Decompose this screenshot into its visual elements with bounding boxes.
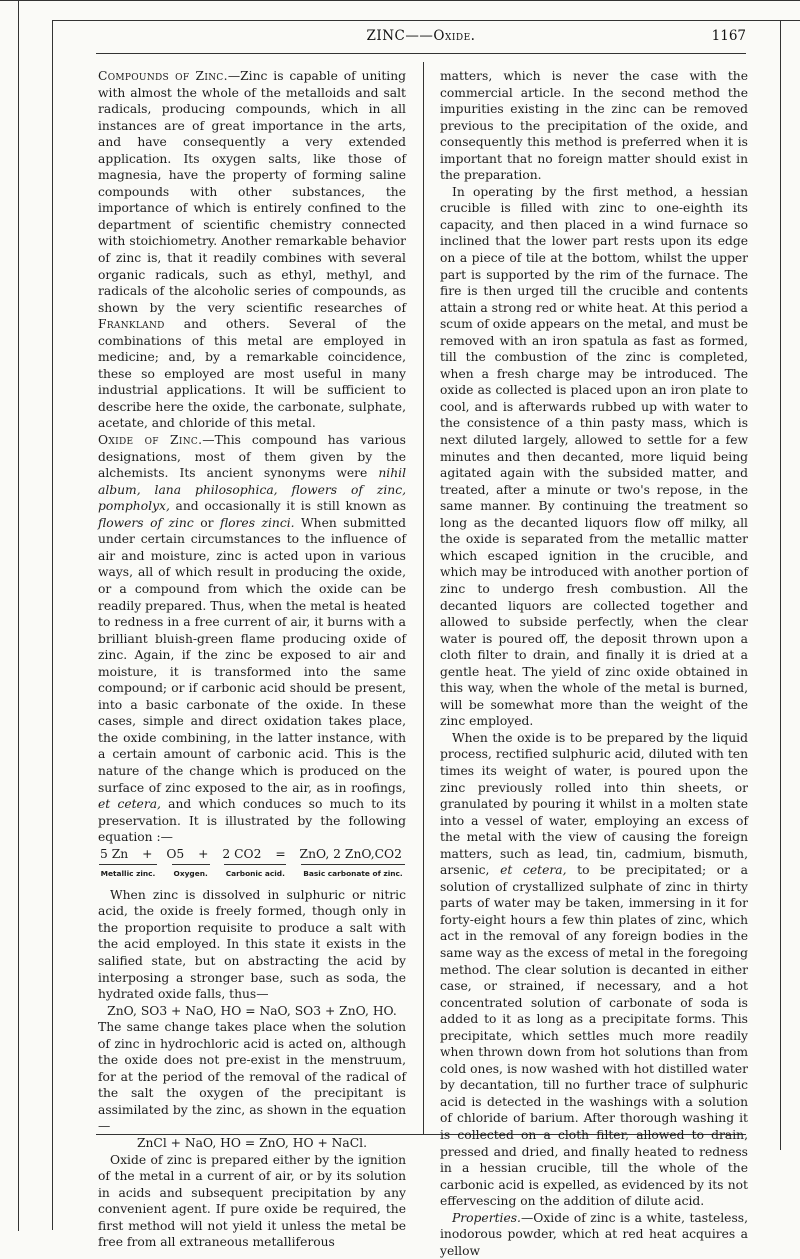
right-column (440, 68, 748, 1259)
equation-carbonate: 5 Zn + O5 + 2 CO2 = ZnO, 2 ZnO,CO2 Metallic zinc. Oxygen. Carbonic acid. Basic carbonate of zinc. (98, 846, 406, 883)
left-column (98, 68, 406, 1251)
column-divider (423, 62, 424, 1134)
label-oxygen: Oxygen. (172, 864, 210, 883)
section-heading-properties: Properties. (452, 1210, 521, 1225)
equation-chloride: ZnCl + NaO, HO = ZnO, HO + NaCl. (136, 1136, 368, 1150)
paragraph-hydrochloric: The same change takes place when the solution of zinc in hydrochloric acid is acted on, although the oxide does not pre-exist in the menstruum, for at the period of the removal of the radical of the salt the oxygen of the precipitant is assimilated by the zinc, as shown in the equation— (98, 1020, 406, 1134)
frame-top-line-2 (52, 20, 800, 21)
equation-soda: ZnO, SO3 + NaO, HO = NaO, SO3 + ZnO, HO. (107, 1003, 397, 1018)
label-metallic-zinc: Metallic zinc. (99, 864, 157, 883)
paragraph-liquid-process: When the oxide is to be prepared by the liquid process, rectified sulphuric acid, diluted with ten times its weight of water, is poured upon the zinc previously rolled into thin sheets, or granulated by pouring it whilst in a molten state into a vessel of water, employing an excess of the metal with the view of causing the foreign matters, such as lead, tin, cadmium, bismuth, arsenic, et cetera, to be precipitated; or a solution of crystallized sulphate of zinc in thirty parts of water may be taken, immersing in it for forty-eight hours a few thin plates of zinc, which act in the removal of any foreign bodies in the same way as the excess of metal in the foregoing method. The clear solution is decanted in either case, or strained, if necessary, and a hot concentrated solution of carbonate of soda is added to it as long as a precipitate forms. This precipitate, which settles much more readily when thrown down from hot solutions than from cold ones, is now washed with hot distilled water by decantation, till no further trace of sulphuric acid is detected in the washings with a solution of chloride of barium. After thorough washing it is collected on a cloth filter, allowed to drain, pressed and dried, and finally heated to redness in a hessian crucible, till the whole of the carbonic acid is expelled, as evidenced by its not effervescing on the addition of dilute acid. (440, 730, 748, 1209)
paragraph-matters: matters, which is never the case with the commercial article. In the second method the impurities existing in the zinc can be removed previous to the precipitation of the oxide, and consequently this method is preferred when it is important that no foreign matter should exist in the preparation. (440, 69, 748, 183)
running-title: ZINC——Oxide. (366, 28, 476, 44)
page-header (96, 28, 746, 50)
label-basic-carbonate: Basic carbonate of zinc. (301, 864, 405, 883)
paragraph-oxide: Oxide of Zinc.—This compound has various designations, most of them given by the alchemists. Its ancient synonyms were nihil album, lana philosophica, flowers of zinc, pompholyx, and occasionally it is still known as flowers of zinc or flores zinci. When submitted under certain circumstances to the influence of air and moisture, zinc is acted upon in various ways, all of which result in producing the oxide, or a compound from which the oxide can be readily prepared. Thus, when the metal is heated to redness in a free current of air, it burns with a brilliant bluish-green flame producing oxide of zinc. Again, if the zinc be exposed to air and moisture, it is transformed into the same compound; or if carbonic acid should be present, into a basic carbonate of the oxide. In these cases, simple and direct oxidation takes place, the oxide combining, in the latter instance, with a certain amount of carbonic acid. This is the nature of the change which is produced on the surface of zinc exposed to the air, as in roofings, et cetera, and which conduces so much to its preservation. It is illustrated by the following equation :— (98, 433, 406, 845)
paragraph-dissolved: When zinc is dissolved in sulphuric or nitric acid, the oxide is freely formed, though only in the proportion requisite to produce a salt with the acid employed. In this state it exists in the salified state, but on abstracting the acid by interposing a stronger base, such as soda, the hydrated oxide falls, thus— (98, 887, 406, 1002)
label-carbonic-acid: Carbonic acid. (224, 864, 286, 883)
header-rule (96, 53, 746, 54)
page-number: 1167 (711, 28, 746, 44)
frame-right-line (780, 20, 781, 1150)
author-name: Frankland (98, 317, 165, 332)
paragraph-first-method: In operating by the first method, a hessian crucible is filled with zinc to one-eighth its capacity, and then placed in a wind furnace so inclined that the lower part rests upon its edge on a piece of tile at the bottom, whilst the upper part is supported by the rim of the furnace. The fire is then urged till the crucible and contents attain a strong red or white heat. At this period a scum of oxide appears on the metal, and must be removed with an iron spatula as fast as formed, till the combustion of the zinc is completed, when a fresh charge may be introduced. The oxide as collected is placed upon an iron plate to cool, and is afterwards rubbed up with water to the consistence of a thin pasty mass, which is next diluted largely, allowed to settle for a few minutes and then decanted, more liquid being agitated again with the subsided matter, and treated, after a minute or two's repose, in the same manner. By continuing the treatment so long as the decanted liquors flow off milky, all the oxide is separated from the metallic matter which escaped ignition in the crucible, and which may be introduced with another portion of zinc to undergo fresh combustion. All the decanted liquors are collected together and allowed to subside perfectly, when the clear water is poured off, the deposit thrown upon a cloth filter to drain, and finally it is dried at a gentle heat. The yield of zinc oxide obtained in this way, when the whole of the metal is burned, will be somewhat more than the weight of the zinc employed. (440, 184, 748, 729)
paragraph-compounds: Compounds of Zinc.—Zinc is capable of uniting with almost the whole of the metalloids and salt radicals, producing compounds, which in all instances are of great importance in the arts, and have consequently a very extended application. Its oxygen salts, like those of magnesia, have the property of forming saline compounds with other substances, the importance of which is entirely confined to the department of scientific chemistry connected with stoichiometry. Another remarkable behavior of zinc is, that it readily combines with several organic radicals, such as ethyl, methyl, and radicals of the alcoholic series of compounds, as shown by the very scientific researches of Frankland and others. Several of the combinations of this metal are employed in medicine; and, by a remarkable coincidence, these so employed are most useful in many industrial applications. It will be sufficient to describe here the oxide, the carbonate, sulphate, acetate, and chloride of this metal. (98, 69, 407, 431)
section-heading-oxide: Oxide of Zinc. (98, 433, 203, 448)
paragraph-prepared: Oxide of zinc is prepared either by the ignition of the metal in a current of air, or by its solution in acids and subsequent precipitation by any convenient agent. If pure oxide be required, the first method will not yield it unless the metal be free from all extraneous metalliferous (98, 1152, 406, 1250)
section-heading-compounds: Compounds of Zinc. (98, 69, 228, 83)
frame-left-line-2 (52, 20, 53, 1230)
frame-left-line (18, 0, 19, 1231)
paragraph-properties: Properties.—Oxide of zinc is a white, tasteless, inodorous powder, which at red heat acquires a yellow (440, 1210, 748, 1258)
frame-top-line (0, 0, 800, 1)
